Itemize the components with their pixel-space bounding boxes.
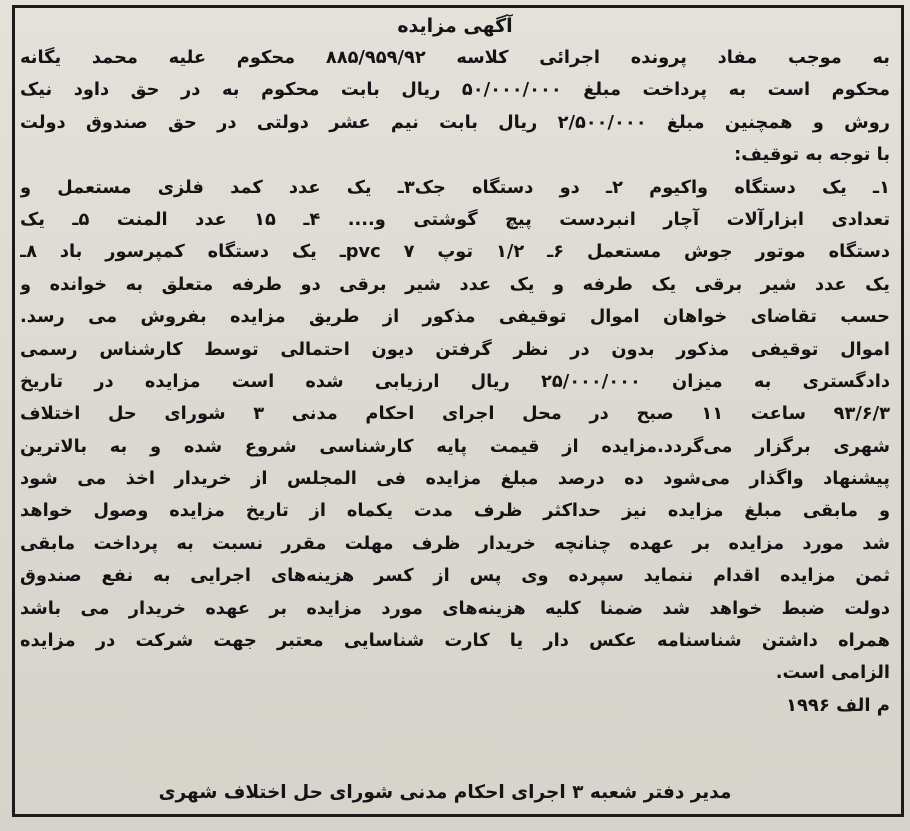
notice-line: دستگاه موتور جوش مستعمل ۶ـ ۱/۲ توپ pvc ۷ـ یک دستگاه کمپرسور باد ۸ـ	[20, 241, 890, 263]
notice-line: پیشنهاد واگذار می‌شود ده درصد مبلغ مزایده فی المجلس از خریدار اخذ می شود	[20, 468, 890, 490]
notice-line: حسب تقاضای خواهان اموال توقیفی مذکور از طریق مزایده بفروش می رسد.	[20, 306, 890, 328]
signature-line: مدیر دفتر شعبه ۳ اجرای احکام مدنی شورای حل اختلاف شهری	[158, 782, 732, 803]
notice-line: محکوم است به پرداخت مبلغ ۵۰/۰۰۰/۰۰۰ ریال بابت محکوم به در حق داود نیک	[20, 79, 890, 101]
reference-number: م الف ۱۹۹۶	[785, 694, 890, 716]
notice-line: روش و همچنین مبلغ ۲/۵۰۰/۰۰۰ ریال بابت نیم عشر دولتی در حق صندوق دولت	[20, 111, 890, 133]
notice-line: همراه داشتن شناسنامه عکس دار یا کارت شناسایی معتبر جهت شرکت در مزایده	[20, 630, 890, 652]
notice-line: به موجب مفاد پرونده اجرائی کلاسه ۸۸۵/۹۵۹/۹۲ محکوم علیه محمد یگانه	[20, 47, 890, 68]
notice-line: ۹۳/۶/۳ ساعت ۱۱ صبح در محل اجرای احکام مدنی ۳ شورای حل اختلاف	[20, 403, 890, 425]
notice-line: دادگستری به میزان ۲۵/۰۰۰/۰۰۰ ریال ارزیابی شده است مزایده در تاریخ	[20, 370, 890, 392]
notice-line: با توجه به توقیف:	[734, 144, 890, 166]
notice-line: شهری برگزار می‌گردد.مزایده از قیمت پایه کارشناسی شروع شده و به بالاترین	[20, 435, 890, 457]
notice-line: ثمن مزایده اقدام ننماید سپرده وی پس از کسر هزینه‌های اجرایی به نفع صندوق	[20, 565, 890, 587]
notice-line: دولت ضبط خواهد شد ضمنا کلیه هزینه‌های مورد مزایده بر عهده خریدار می باشد	[20, 597, 890, 619]
notice-line: و مابقی مبلغ مزایده نیز حداکثر ظرف مدت یکماه از تاریخ مزایده وصول خواهد	[20, 500, 890, 522]
notice-line: ۱ـ یک دستگاه واکیوم ۲ـ دو دستگاه جک۳ـ یک عدد کمد فلزی مستعمل و	[20, 176, 890, 198]
notice-line: شد مورد مزایده بر عهده چنانچه خریدار ظرف مهلت مقرر نسبت به پرداخت مابقی	[20, 532, 890, 554]
notice-line: الزامی است.	[775, 662, 890, 684]
notice-title: آگهی مزایده	[397, 15, 513, 37]
notice-line: اموال توقیفی مذکور بدون در نظر گرفتن دیون احتمالی توسط کارشناس رسمی	[20, 338, 890, 360]
notice-line: تعدادی ابزارآلات آچار انبردست پیچ گوشتی و.... ۴ـ ۱۵ عدد المنت ۵ـ یک	[20, 208, 890, 230]
notice-line: یک عدد شیر برقی یک طرفه و یک عدد شیر برقی دو طرفه متعلق به خوانده و	[20, 273, 890, 295]
auction-notice	[20, 10, 890, 722]
